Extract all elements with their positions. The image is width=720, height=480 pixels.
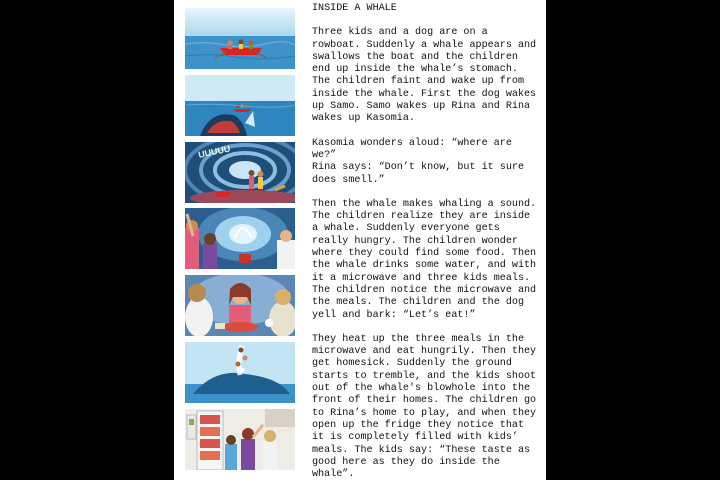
story-title: INSIDE A WHALE bbox=[312, 3, 397, 14]
story-text bbox=[312, 3, 540, 480]
story-paragraph: Rina says: “Don’t know, but it sure does smell.” bbox=[312, 162, 525, 186]
story-paragraph: Kasomia wonders aloud: “where are we?” bbox=[312, 137, 512, 161]
story-paragraph: They heat up the three meals in the microwave and eat hungrily. Then they get homesick. Suddenly the ground starts to tremble, and the kids shoot out of the whale's blowhole into the front of their homes. The children go to Rina’s home to play, and when they open up the fridge they notice that it is completely filled with kids’ meals. The kids say: “These taste as good here as they do inside the whale”. bbox=[312, 333, 537, 480]
whale-swallows-boat-illustration bbox=[185, 75, 295, 136]
rowboat-on-sea-illustration bbox=[185, 8, 295, 69]
blowhole-launch-illustration bbox=[185, 342, 295, 403]
story-paragraph: Then the whale makes whaling a sound. The children realize they are inside a whale. Suddenly everyone gets really hungry. The children wonder where they could find some food. Then the whale drinks some water, and with it a microwave and three kids meals. The children notice the microwave and the meals. The children and the dog yell and bark: “Let’s eat!” bbox=[312, 198, 537, 321]
story-paragraph: Three kids and a dog are on a rowboat. Suddenly a whale appears and swallows the boat and the children end up inside the whale’s stomach. The children faint and wake up from inside the whale. First the dog wakes up Samo. Samo wakes up Rina and Rina wakes up Kasomia. bbox=[312, 27, 537, 125]
whale-drinks-water-illustration bbox=[185, 208, 295, 269]
inside-whale-stomach-illustration bbox=[185, 142, 295, 203]
fridge-full-of-meals-illustration bbox=[185, 409, 295, 470]
kids-eating-illustration bbox=[185, 275, 295, 336]
whale-sound-text: UUUUU bbox=[197, 143, 232, 160]
storyboard-page bbox=[174, 0, 546, 480]
